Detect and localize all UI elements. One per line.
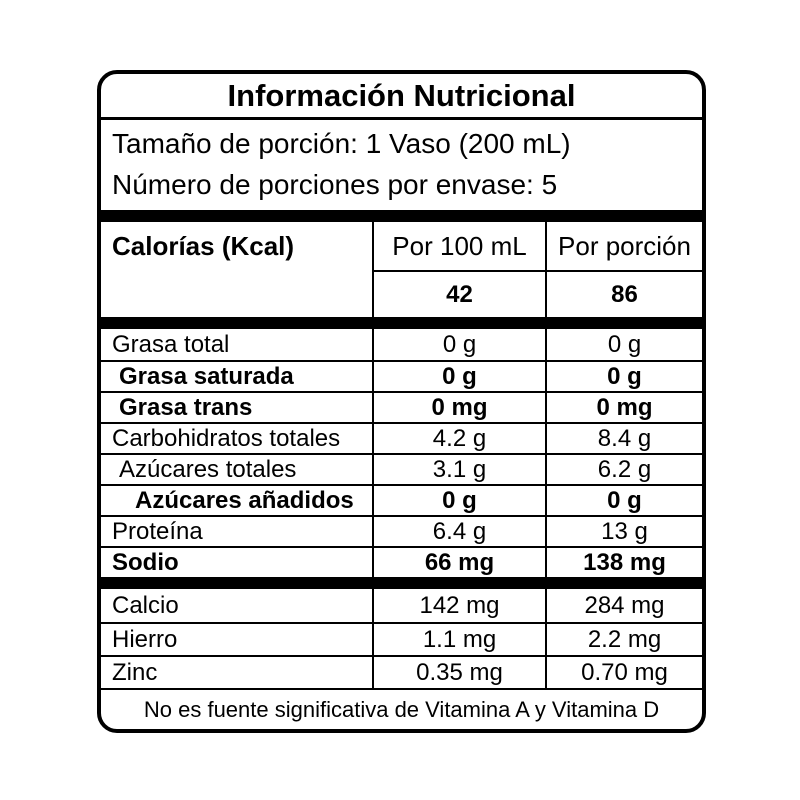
mineral-per-serving: 2.2 mg xyxy=(545,624,702,655)
nutrient-per-100ml: 0 mg xyxy=(372,393,545,422)
calories-per-100ml: 42 xyxy=(372,272,545,317)
mineral-per-serving: 0.70 mg xyxy=(545,657,702,688)
nutrient-per-serving: 8.4 g xyxy=(545,424,702,453)
nutrient-name: Sodio xyxy=(112,548,179,576)
table-row-calcio xyxy=(101,589,702,622)
table-row-grasa-trans xyxy=(101,391,702,422)
minerals-table xyxy=(101,589,702,688)
nutrient-per-100ml: 0 g xyxy=(372,486,545,515)
mineral-per-100ml: 0.35 mg xyxy=(372,657,545,688)
table-row-grasa-saturada xyxy=(101,360,702,391)
nutrient-per-serving: 0 g xyxy=(545,329,702,360)
nutrient-name: Grasa total xyxy=(112,330,230,358)
nutrient-per-100ml: 6.4 g xyxy=(372,517,545,546)
nutrient-per-100ml: 0 g xyxy=(372,362,545,391)
mineral-per-serving: 284 mg xyxy=(545,589,702,622)
nutrients-table xyxy=(101,329,702,577)
thick-divider-top xyxy=(101,210,702,222)
nutrient-name: Grasa trans xyxy=(119,393,253,421)
table-row-carbohidratos-totales xyxy=(101,422,702,453)
nutrient-per-serving: 6.2 g xyxy=(545,455,702,484)
column-header-per-100ml: Por 100 mL xyxy=(372,222,545,272)
label-title: Información Nutricional xyxy=(101,74,702,120)
table-row-azucares-anadidos xyxy=(101,484,702,515)
vitamin-footnote: No es fuente significativa de Vitamina A y Vitamina D xyxy=(101,688,702,729)
thick-divider-bottom xyxy=(101,577,702,589)
mineral-name: Calcio xyxy=(112,591,179,619)
nutrient-per-serving: 0 g xyxy=(545,486,702,515)
mineral-per-100ml: 142 mg xyxy=(372,589,545,622)
nutrient-name: Azúcares totales xyxy=(119,455,297,483)
nutrient-per-serving: 0 mg xyxy=(545,393,702,422)
table-row-sodio xyxy=(101,546,702,577)
mineral-name: Hierro xyxy=(112,625,178,653)
nutrition-label xyxy=(97,70,706,733)
column-header-per-serving: Por porción xyxy=(545,222,702,272)
nutrient-per-100ml: 66 mg xyxy=(372,548,545,577)
mineral-per-100ml: 1.1 mg xyxy=(372,624,545,655)
serving-section xyxy=(101,120,702,210)
calories-section xyxy=(101,222,702,317)
nutrient-name: Proteína xyxy=(112,517,203,545)
table-row-proteina xyxy=(101,515,702,546)
nutrient-name: Carbohidratos totales xyxy=(112,424,341,452)
nutrient-per-serving: 138 mg xyxy=(545,548,702,577)
table-row-zinc xyxy=(101,655,702,688)
table-row-hierro xyxy=(101,622,702,655)
nutrient-per-serving: 13 g xyxy=(545,517,702,546)
calories-per-serving: 86 xyxy=(545,272,702,317)
serving-size-line: Tamaño de porción: 1 Vaso (200 mL) xyxy=(112,128,571,160)
mineral-name: Zinc xyxy=(112,658,158,686)
table-row-azucares-totales xyxy=(101,453,702,484)
nutrient-per-100ml: 4.2 g xyxy=(372,424,545,453)
calories-label: Calorías (Kcal) xyxy=(112,231,295,261)
nutrient-per-100ml: 0 g xyxy=(372,329,545,360)
nutrient-name: Grasa saturada xyxy=(119,362,294,390)
nutrient-per-100ml: 3.1 g xyxy=(372,455,545,484)
nutrient-per-serving: 0 g xyxy=(545,362,702,391)
nutrient-name: Azúcares añadidos xyxy=(135,486,354,514)
servings-per-container-line: Número de porciones por envase: 5 xyxy=(112,168,558,200)
table-row-grasa-total xyxy=(101,329,702,360)
thick-divider-middle xyxy=(101,317,702,329)
